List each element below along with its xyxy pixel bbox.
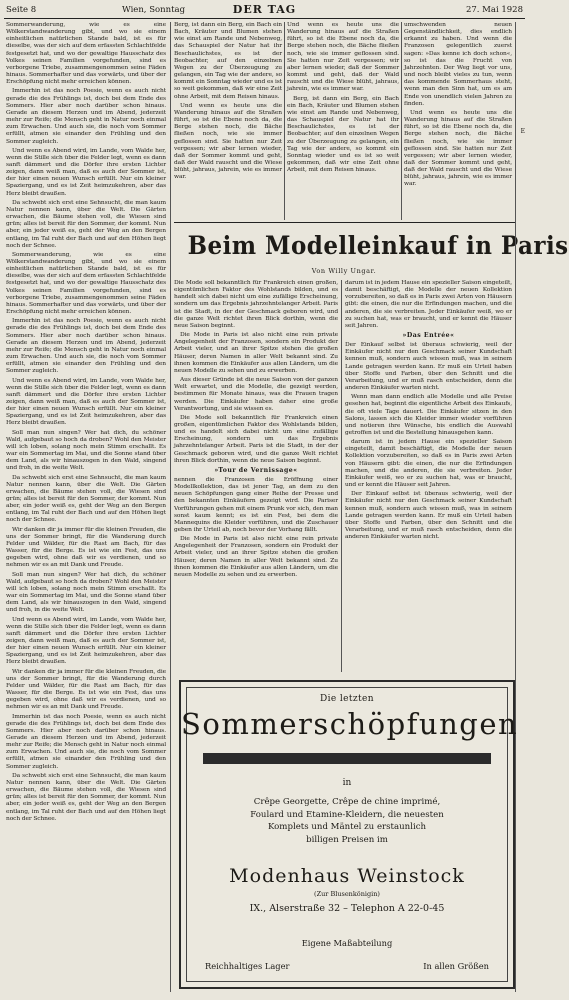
column-divider (515, 22, 516, 992)
article-paragraph: Die Mode in Paris ist also nicht eine rein private Angelegenheit der Franzosen, sondern ein Produkt der Arbeit vieler, und an ihrer Spitze stehen die großen Häuser, deren Namen in aller Welt bekannt sind. Zu ihnen kommen die Einkäufer aus allen Ländern, um die neuen Modelle zu sehen und zu erwerben. (174, 332, 338, 374)
ad-intro: Die letzten (320, 694, 374, 704)
main-article-column-2 (345, 280, 512, 672)
article-paragraph: Da schwebt sich erst eine Sehnsucht, die man kaum Natur nennen kann, über die Welt. Die Gärten erwachen, die Bäume stehen voll, die Wiesen sind grün; alles ist bereit für den Sommer, der kommt. Nun aber, ein jeder weiß es, geht der Weg an den Bergen entlang, im Tal ruht der Bach und auf den Höhen liegt noch der Schnee. (6, 474, 166, 524)
column-divider (284, 22, 285, 220)
article-paragraph: Wir danken dir ja immer für die kleinen Freuden, die uns der Sommer bringt, für die Wanderung durch Felder und Wälder, für die Rast am Bach, für das Wasser, für die Berge. Es ist wie ein Fest, das uns gegeben wird, ohne daß wir es verdienen, und so nehmen wir es an mit Dank und Freude. (6, 668, 166, 711)
article-paragraph: Und wenn es Abend wird, im Lande, vom Walde her, wenn die Stille sich über die Felder legt, wenn es dann sanft dämmert und die Dörfer ihre ersten Lichter zeigen, dann weiß man, daß es auch der Sommer ist, der hier einen neuen Wunsch erfüllt. Nur ein kleiner Spaziergang, und es ist Zeit heimzukehren, aber das Herz bleibt draußen. (6, 147, 166, 197)
article-paragraph: Wenn man dann endlich alle Modelle und alle Preise gesehen hat, beginnt die eigentliche Arbeit des Einkaufs, die oft viele Tage dauert. Die Einkäufer sitzen in den Salons, lassen sich die Kleider immer wieder vorführen und notieren ihre Wünsche, bis endlich die Auswahl getroffen ist und die Bestellung hinausgehen kann. (345, 394, 512, 436)
article-paragraph: Da schwebt sich erst eine Sehnsucht, die man kaum Natur nennen kann, über die Welt. Die Gärten erwachen, die Bäume stehen voll, die Wiesen sind grün; alles ist bereit für den Sommer, der kommt. Nun aber, ein jeder weiß es, geht der Weg an den Bergen entlang, im Tal ruht der Bach und auf den Höhen liegt noch der Schnee. (6, 772, 166, 822)
article-paragraph: Die Mode soll bekanntlich für Frankreich einen großen, eigentümlichen Faktor des Wohlstands bilden, und es handelt sich dabei nicht um eine zufällige Erscheinung, sondern um das Ergebnis jahrzehntelanger Arbeit. Paris ist die Stadt, in der der Geschmack geboren wird, und die ganze Welt richtet ihren Blick dorthin, wenn die neue Saison beginnt. (174, 414, 338, 464)
continuation-column-2 (287, 22, 399, 220)
ad-product-text (211, 796, 483, 846)
article-headline: Beim Modelleinkauf in Paris (187, 231, 569, 260)
ad-footer-left: Reichhaltiges Lager (205, 961, 290, 971)
header-rule (4, 18, 525, 19)
advertisement (179, 680, 519, 989)
continuation-column-3 (404, 22, 512, 220)
article-paragraph: Immerhin ist das noch Poesie, wenn es auch nicht gerade die des Frühlings ist, doch bei dem Ende des Sommers. Hier aber noch darüber schon hinaus. Gerade an diesem Herzen und im Abend, jederzeit mehr zur Reife; die Mensch geht in Natur noch einmal zum Erwachen. Und auch sie, die noch vom Sommer erfüllt, atmen sie einander den Frühling und den Sommer zugleich. (6, 88, 166, 145)
section-rule (174, 222, 515, 223)
article-left-column (6, 22, 166, 994)
article-paragraph: nennen die Franzosen die Eröffnung einer Modellkollektion, das ist jener Tag, an dem zu den neuen Schöpfungen gang einer Reihe der Presse und den bekannten Einkäufern gezeigt wird. Die Pariser Vorführungen gehen mit einem Prunk vor sich, den man sonst kaum kennt; es ist ein Fest, bei dem die Mannequins die Kleider vorführen, und die Zuschauer geben ihr Urteil ab, noch bevor der Vorhang fällt. (174, 476, 338, 533)
ad-footer-right: In allen Größen (423, 961, 489, 971)
issue-date: 27. Mai 1928 (465, 5, 523, 15)
article-paragraph: Der Einkauf selbst ist überaus schwierig, weil der Einkäufer nicht nur den Geschmack seiner Kundschaft kennen muß, sondern auch wissen muß, was in seinem Lande getragen werden kann. Er muß ein Urteil haben über Stoffe und Farben, über den Schnitt und die Verarbeitung, und er muß rasch entscheiden, denn die anderen Einkäufer warten nicht. (345, 342, 512, 392)
article-paragraph: Sommerwanderung, wie es eine Wölkerstandwanderung gibt, und wo sie einem einheitlichen natürlichen Stande bald, ist es für dieselbe, was der sich auf dem erfassten Schlachtfelde festgesetzt hat, und wo der gewaltige Hausschatz des Volkes seinen Familien vorgefunden, sind es verborgene Triebe, zusammengenommen seine Fäden hinaus. Sommerhafter und das vorwärts, und über der Erschöpfung nicht mehr erreichen können. (6, 22, 166, 86)
article-subhead: »Das Entrée« (402, 332, 455, 340)
ad-text-line: billigen Preisen im (306, 834, 388, 845)
ad-text-line: Komplets und Mäntel zu erstaunlich (267, 822, 427, 832)
article-paragraph: Und wenn es Abend wird, im Lande, vom Walde her, wenn die Stille sich über die Felder legt, wenn es dann sanft dämmert und die Dörfer ihre ersten Lichter zeigen, dann weiß man, daß es auch der Sommer ist, der hier einen neuen Wunsch erfüllt. Nur ein kleiner Spaziergang, und es ist Zeit heimzukehren, aber das Herz bleibt draußen. (6, 377, 166, 427)
article-paragraph: umschwenden neuen Gegenständlichkeit, dies endlich erkannt zu haben. Und wenn die Franzosen gelegentlich zuerst sagen: »Das kenne ich doch schon«, so ist das die Frucht von Jahrzehnten. Der Weg liegt vor uns, und noch bleibt vieles zu tun, wenn das kommende Sommerhaus steht, wenn man den Sinn hat, um es am Ende von unendlich vielen Jahren zu finden. (404, 22, 512, 107)
article-paragraph: Aus dieser Gründe ist die neue Saison von der ganzen Welt erwartet, und die Modelle, die gezeigt werden, bestimmen für Monate hinaus, was die Frauen tragen werden. Die Einkäufer haben daher eine große Verantwortung, und sie wissen es. (174, 377, 338, 412)
adjacent-column-fragment: E (520, 128, 525, 135)
masthead: DER TAG (232, 3, 297, 16)
article-paragraph: Berg, ist dann ein Berg, ein Bach ein Bach, Kräuter und Blumen stehen wie einst am Rande und Nebenweg, das Schauspiel der Natur hat ihr Beschaulichstes, es ist der Beobachter, auf den einzelnen Wegen zu der Überzeugung zu gelangen, ein Tag wie der andere, so kommt ein Sonntag wieder und es ist so weit gekommen, daß wir eine Zeit ohne Arbeit, mit dem Reisen hinaus. (174, 22, 282, 100)
ad-text-line: Foulard und Etamine-Kleidern, die neuesten (250, 809, 444, 820)
article-subhead: »Tour de Vernissage« (214, 466, 298, 474)
ad-title: Sommerschöpfungen (181, 707, 519, 741)
ad-title-bar (203, 753, 491, 764)
column-divider (341, 280, 342, 672)
ad-in-word: in (342, 778, 352, 788)
article-paragraph: Die Mode soll bekanntlich für Frankreich einen großen, eigentümlichen Faktor des Wohlstands bilden, und es handelt sich dabei nicht um eine zufällige Erscheinung, sondern um das Ergebnis jahrzehntelanger Arbeit. Paris ist die Stadt, in der der Geschmack geboren wird, und die ganze Welt richtet ihren Blick dorthin, wenn die neue Saison beginnt. (174, 280, 338, 329)
article-paragraph: Und wenn es Abend wird, im Lande, vom Walde her, wenn die Stille sich über die Felder legt, wenn es dann sanft dämmert und die Dörfer ihre ersten Lichter zeigen, dann weiß man, daß es auch der Sommer ist, der hier einen neuen Wunsch erfüllt. Nur ein kleiner Spaziergang, und es ist Zeit heimzukehren, aber das Herz bleibt draußen. (6, 616, 166, 666)
main-article-column-1 (174, 280, 338, 672)
page-header (4, 3, 525, 17)
ad-text-line: Crêpe Georgette, Crêpe de chine imprimé, (253, 797, 441, 807)
article-paragraph: Der Einkauf selbst ist überaus schwierig, weil der Einkäufer nicht nur den Geschmack seiner Kundschaft kennen muß, sondern auch wissen muß, was in seinem Lande getragen werden kann. Er muß ein Urteil haben über Stoffe und Farben, über den Schnitt und die Verarbeitung, und er muß rasch entscheiden, denn die anderen Einkäufer warten nicht. (345, 491, 512, 541)
article-paragraph: Und wenn es heute uns die Wanderung hinaus auf die Straßen führt, so ist die Ebene noch da, die Berge stehen noch, die Bäche fließen noch, wie sie immer geflossen sind. Sie hatten nur Zeit vergessen; wir aber lernen wieder, daß der Sommer kommt und geht, daß der Wald rauscht und die Wiese blüht, jahraus, jahrein, wie es immer war. (287, 22, 399, 93)
article-paragraph: Und wenn es heute uns die Wanderung hinaus auf die Straßen führt, so ist die Ebene noch da, die Berge stehen noch, die Bäche fließen noch, wie sie immer geflossen sind. Sie hatten nur Zeit vergessen; wir aber lernen wieder, daß der Sommer kommt und geht, daß der Wald rauscht und die Wiese blüht, jahraus, jahrein, wie es immer war. (174, 102, 282, 181)
continuation-column-1 (174, 22, 282, 220)
article-byline: Von Willy Ungar. (311, 267, 377, 275)
article-paragraph: Immerhin ist das noch Poesie, wenn es auch nicht gerade die des Frühlings ist, doch bei dem Ende des Sommers. Hier aber noch darüber schon hinaus. Gerade an diesem Herzen und im Abend, jederzeit mehr zur Reife; die Mensch geht in Natur noch einmal zum Erwachen. Und auch sie, die noch vom Sommer erfüllt, atmen sie einander den Frühling und den Sommer zugleich. (6, 713, 166, 770)
column-divider (170, 22, 171, 992)
article-paragraph: Berg, ist dann ein Berg, ein Bach ein Bach, Kräuter und Blumen stehen wie einst am Rande und Nebenweg, das Schauspiel der Natur hat ihr Beschaulichstes, es ist der Beobachter, auf den einzelnen Wegen zu der Überzeugung zu gelangen, ein Tag wie der andere, so kommt ein Sonntag wieder und es ist so weit gekommen, daß wir eine Zeit ohne Arbeit, mit dem Reisen hinaus. (287, 95, 399, 174)
article-paragraph: Sommerwanderung, wie es eine Wölkerstandwanderung gibt, und wo sie einem einheitlichen natürlichen Stande bald, ist es für dieselbe, was der sich auf dem erfassten Schlachtfelde festgesetzt hat, und wo der gewaltige Hausschatz des Volkes seinen Familien vorgefunden, sind es verborgene Triebe, zusammengenommen seine Fäden hinaus. Sommerhafter und das vorwärts, und über der Erschöpfung nicht mehr erreichen können. (6, 251, 166, 316)
ad-brand-name: Modenhaus Weinstock (229, 865, 465, 887)
column-divider (401, 22, 402, 220)
page-number: Seite 8 (6, 5, 37, 15)
ad-address: IX., Alserstraße 32 – Telephon A 22-0-45 (249, 903, 445, 914)
article-paragraph: Soll man nun singen? Wer hat dich, du schöner Wald, aufgebaut so hoch da droben? Wohl den Meister will ich loben, solang noch mein Stimm erschallt. Es war ein Sommertag im Mai, und die Sonne stand über dem Land, als wir hinauszogen in den Wald, singend und froh, in die weite Welt. (6, 571, 166, 614)
article-paragraph: darum ist in jedem Hause ein spezieller Saison eingeteilt, damit beschäftigt, die Modelle der neuen Kollektion vorzubereiten, so daß es in Paris zwei Arten von Häusern gibt: die einen, die nur die Erfindungen machen, und die anderen, die sie verbreiten. Jeder Einkäufer weiß, wo er zu suchen hat, was er braucht, und er kennt die Häuser seit Jahren. (345, 280, 512, 329)
issue-city-day: Wien, Sonntag (122, 5, 186, 15)
ad-department: Eigene Maßabteilung (301, 938, 393, 948)
article-paragraph: Immerhin ist das noch Poesie, wenn es auch nicht gerade die des Frühlings ist, doch bei dem Ende des Sommers. Hier aber noch darüber schon hinaus. Gerade an diesem Herzen und im Abend, jederzeit mehr zur Reife; die Mensch geht in Natur noch einmal zum Erwachen. Und auch sie, die noch vom Sommer erfüllt, atmen sie einander den Frühling und den Sommer zugleich. (6, 318, 166, 375)
article-paragraph: Soll man nun singen? Wer hat dich, du schöner Wald, aufgebaut so hoch da droben? Wohl den Meister will ich loben, solang noch mein Stimm erschallt. Es war ein Sommertag im Mai, und die Sonne stand über dem Land, als wir hinauszogen in den Wald, singend und froh, in die weite Welt. (6, 429, 166, 472)
ad-brand-subtitle: (Zur Blusenkönigin) (314, 890, 380, 898)
article-paragraph: Wir danken dir ja immer für die kleinen Freuden, die uns der Sommer bringt, für die Wanderung durch Felder und Wälder, für die Rast am Bach, für das Wasser, für die Berge. Es ist wie ein Fest, das uns gegeben wird, ohne daß wir es verdienen, und so nehmen wir es an mit Dank und Freude. (6, 526, 166, 569)
article-paragraph: Die Mode in Paris ist also nicht eine rein private Angelegenheit der Franzosen, sondern ein Produkt der Arbeit vieler, und an ihrer Spitze stehen die großen Häuser, deren Namen in aller Welt bekannt sind. Zu ihnen kommen die Einkäufer aus allen Ländern, um die neuen Modelle zu sehen und zu erwerben. (174, 536, 338, 578)
article-paragraph: Und wenn es heute uns die Wanderung hinaus auf die Straßen führt, so ist die Ebene noch da, die Berge stehen noch, die Bäche fließen noch, wie sie immer geflossen sind. Sie hatten nur Zeit vergessen; wir aber lernen wieder, daß der Sommer kommt und geht, daß der Wald rauscht und die Wiese blüht, jahraus, jahrein, wie es immer war. (404, 109, 512, 188)
article-paragraph: Da schwebt sich erst eine Sehnsucht, die man kaum Natur nennen kann, über die Welt. Die Gärten erwachen, die Bäume stehen voll, die Wiesen sind grün; alles ist bereit für den Sommer, der kommt. Nun aber, ein jeder weiß es, geht der Weg an den Bergen entlang, im Tal ruht der Bach und auf den Höhen liegt noch der Schnee. (6, 199, 166, 249)
article-paragraph: darum ist in jedem Hause ein spezieller Saison eingeteilt, damit beschäftigt, die Modelle der neuen Kollektion vorzubereiten, so daß es in Paris zwei Arten von Häusern gibt: die einen, die nur die Erfindungen machen, und die anderen, die sie verbreiten. Jeder Einkäufer weiß, wo er zu suchen hat, was er braucht, und er kennt die Häuser seit Jahren. (345, 439, 512, 489)
